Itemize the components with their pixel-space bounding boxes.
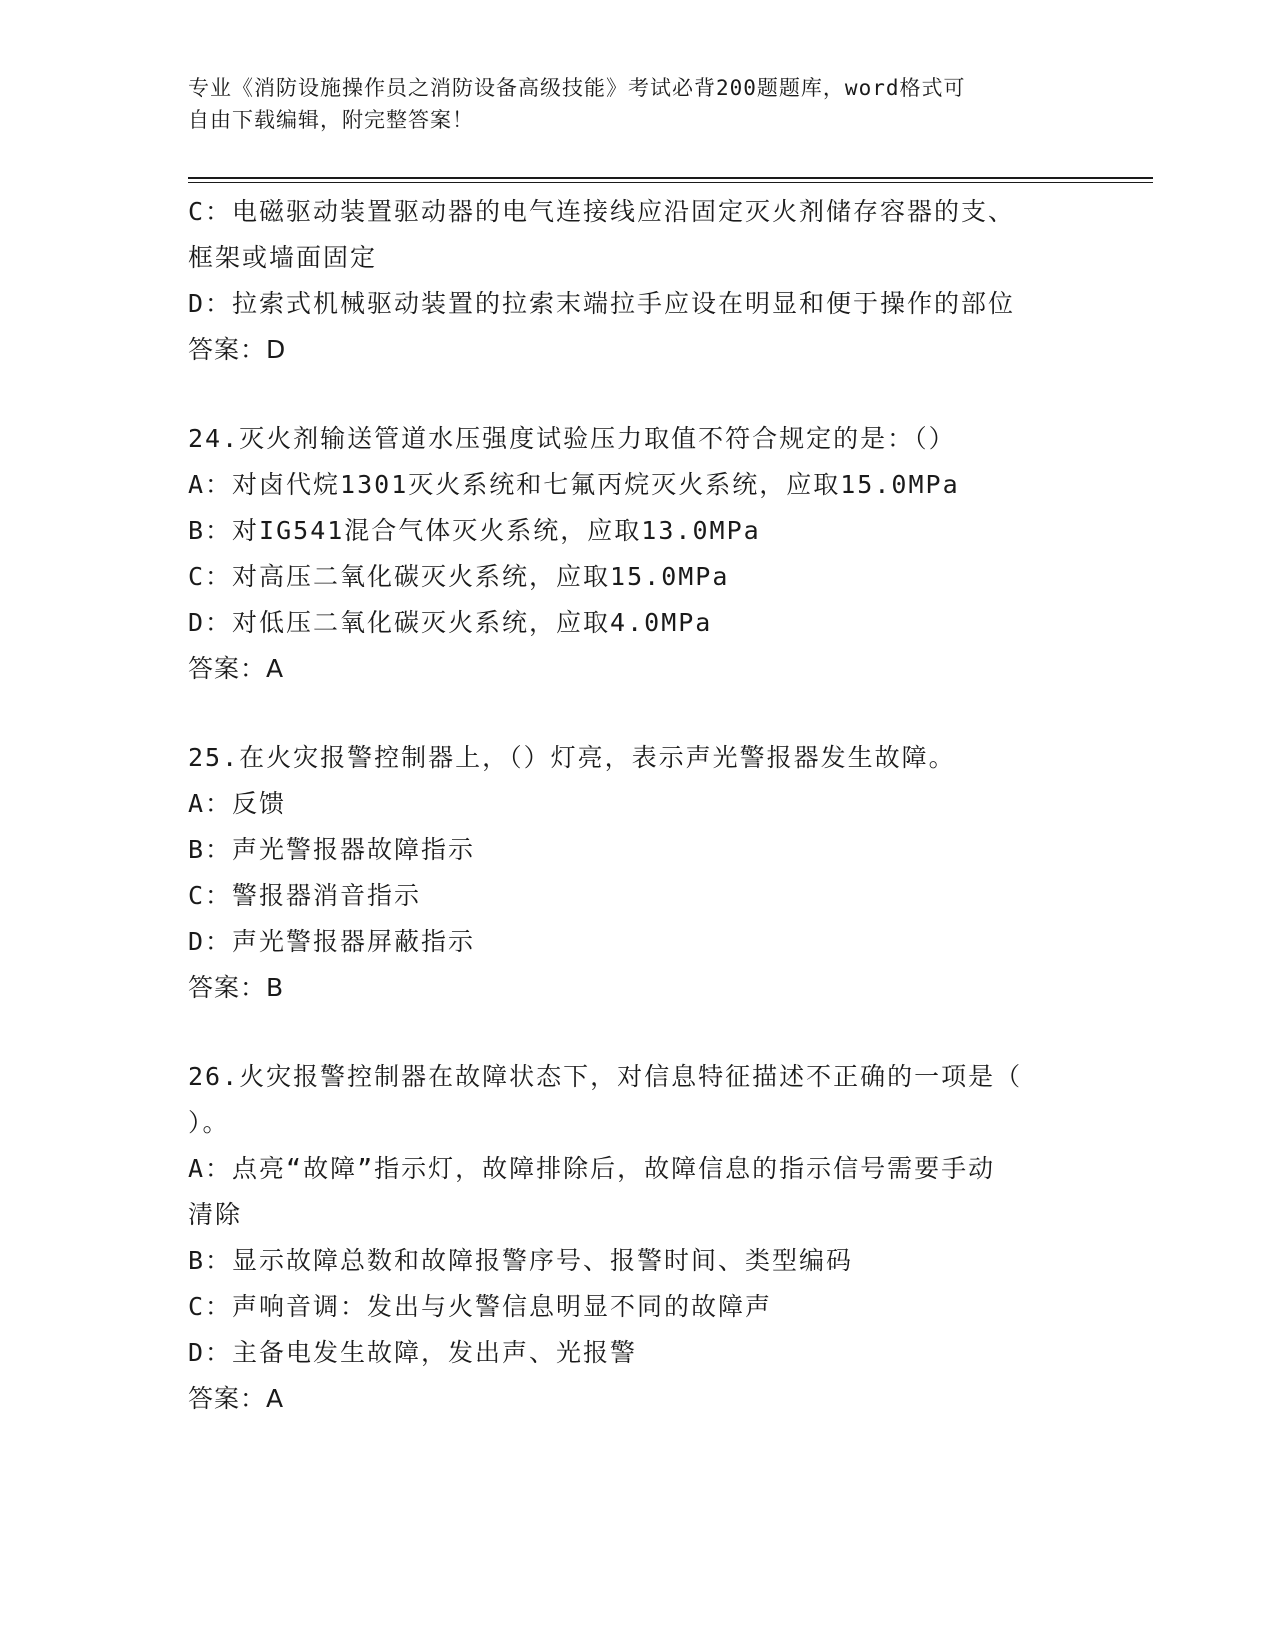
q24-option-d: D：对低压二氧化碳灭火系统，应取4.0MPa <box>188 608 713 637</box>
q24-option-c: C：对高压二氧化碳灭火系统，应取15.0MPa <box>188 562 730 591</box>
question-25 <box>188 735 1088 1011</box>
q26-option-a-line-2: 清除 <box>188 1200 243 1229</box>
q23-option-d: D：拉索式机械驱动装置的拉索末端拉手应设在明显和便于操作的部位 <box>188 289 1016 318</box>
q23-option-c-line-2: 框架或墙面固定 <box>188 243 378 272</box>
header-divider-thin <box>188 182 1153 183</box>
spacer <box>188 373 1088 416</box>
question-list <box>188 189 1088 1422</box>
q26-option-d: D：主备电发生故障，发出声、光报警 <box>188 1338 638 1367</box>
q25-answer: 答案：B <box>188 973 285 1002</box>
q26-answer: 答案：A <box>188 1384 285 1413</box>
q23-answer: 答案：D <box>188 335 287 364</box>
q24-option-b: B：对IG541混合气体灭火系统，应取13.0MPa <box>188 516 761 545</box>
q25-question: 25.在火灾报警控制器上，（）灯亮，表示声光警报器发生故障。 <box>188 743 956 772</box>
q26-question-line-2: ）。 <box>188 1108 230 1137</box>
question-24 <box>188 416 1088 692</box>
question-23-continuation <box>188 189 1088 373</box>
q26-option-c: C：声响音调：发出与火警信息明显不同的故障声 <box>188 1292 773 1321</box>
q25-option-b: B：声光警报器故障指示 <box>188 835 476 864</box>
document-header <box>188 72 1078 136</box>
q24-option-a: A：对卤代烷1301灭火系统和七氟丙烷灭火系统，应取15.0MPa <box>188 470 960 499</box>
q26-question-line-1: 26.火灾报警控制器在故障状态下，对信息特征描述不正确的一项是（ <box>188 1062 1023 1091</box>
q26-option-b: B：显示故障总数和故障报警序号、报警时间、类型编码 <box>188 1246 854 1275</box>
q26-option-a-line-1: A：点亮“故障”指示灯，故障排除后，故障信息的指示信号需要手动 <box>188 1154 996 1183</box>
header-title-line-1: 专业《消防设施操作员之消防设备高级技能》考试必背200题题库，word格式可 <box>188 76 966 100</box>
header-divider-thick <box>188 177 1153 179</box>
q25-option-a: A：反馈 <box>188 789 287 818</box>
spacer <box>188 692 1088 735</box>
question-26 <box>188 1054 1088 1422</box>
header-title-line-2: 自由下载编辑，附完整答案！ <box>188 108 474 132</box>
q25-option-c: C：警报器消音指示 <box>188 881 422 910</box>
q24-question: 24.灭火剂输送管道水压强度试验压力取值不符合规定的是：（） <box>188 424 956 453</box>
spacer <box>188 1011 1088 1054</box>
q23-option-c-line-1: C：电磁驱动装置驱动器的电气连接线应沿固定灭火剂储存容器的支、 <box>188 197 1016 226</box>
q25-option-d: D：声光警报器屏蔽指示 <box>188 927 476 956</box>
q24-answer: 答案：A <box>188 654 285 683</box>
